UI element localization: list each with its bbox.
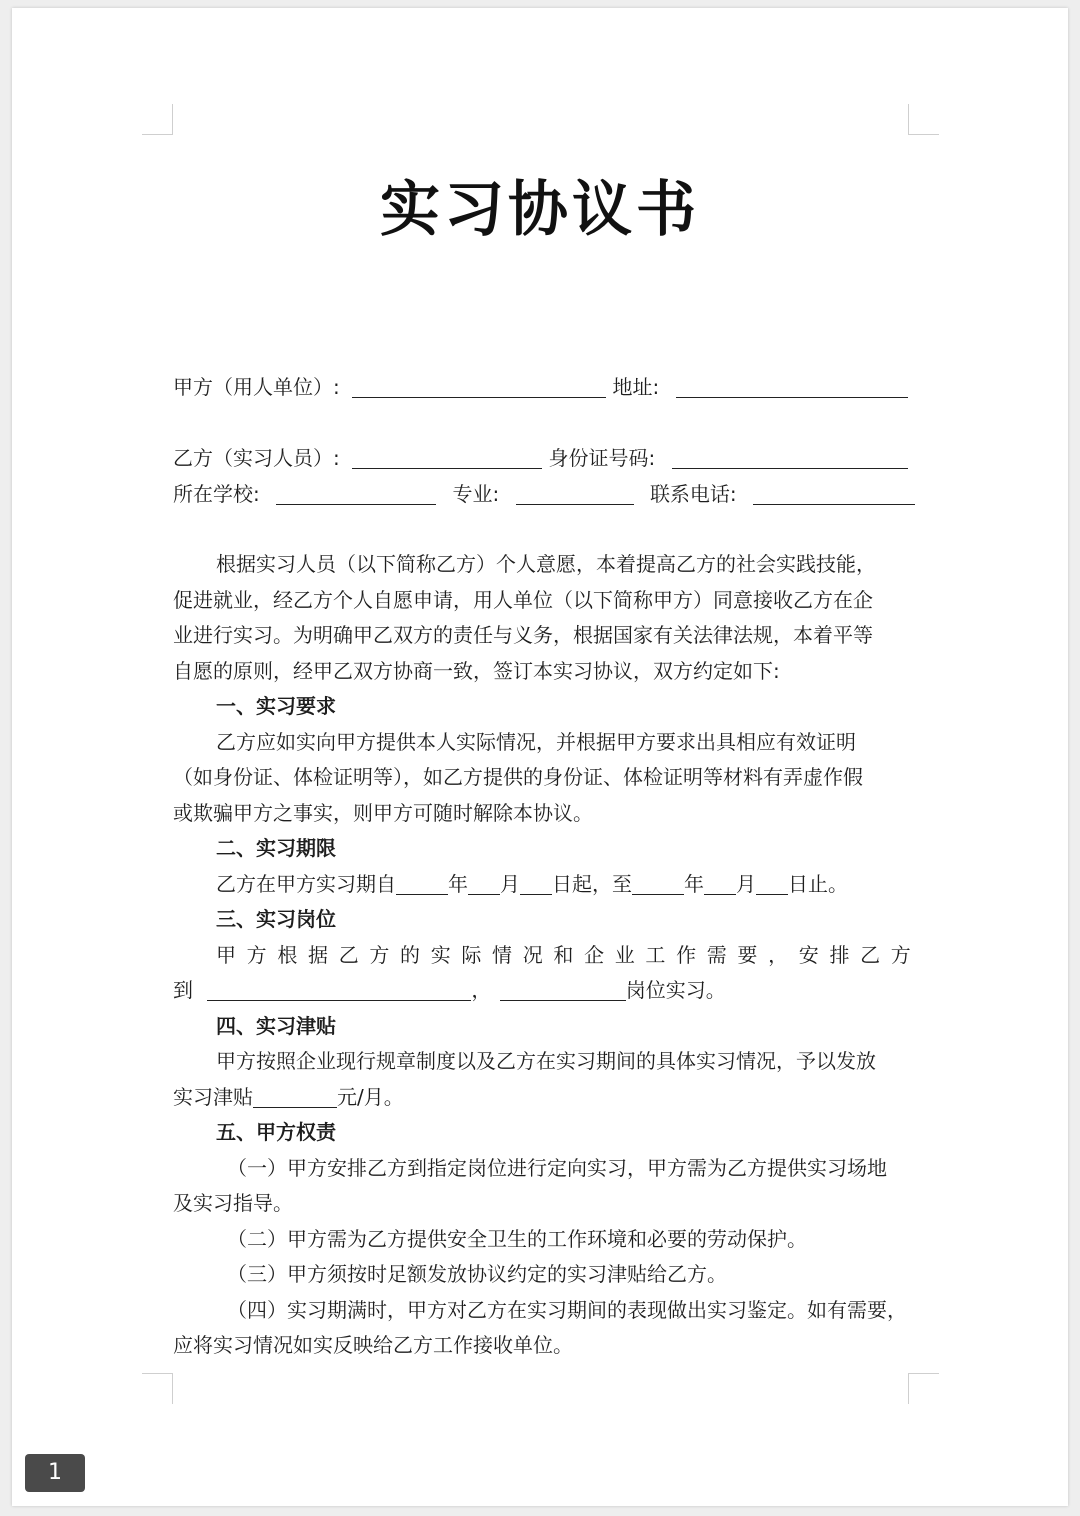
intro-line: 自愿的原则，经甲乙双方协商一致，签订本实习协议，双方约定如下: — [173, 658, 780, 683]
char: 方 — [890, 942, 911, 967]
agreement-body — [173, 547, 911, 1364]
char: 根 — [277, 942, 298, 967]
end-month-blank[interactable] — [704, 870, 736, 895]
intro-line: 根据实习人员（以下简称乙方）个人意愿，本着提高乙方的社会实践技能， — [216, 552, 876, 576]
internship-period-line — [173, 867, 911, 903]
address-blank[interactable] — [676, 373, 908, 398]
char: 甲 — [216, 942, 236, 967]
allowance-lead: 实习津贴 — [173, 1084, 253, 1109]
id-blank[interactable] — [672, 444, 908, 469]
intro-line: 促进就业，经乙方个人自愿申请，用人单位（以下简称甲方）同意接收乙方在企 — [173, 587, 873, 612]
char: 要 — [737, 942, 758, 967]
section-line: （如身份证、体检证明等），如乙方提供的身份证、体检证明等材料有弄虚作假 — [173, 765, 863, 789]
document-title: 实习协议书 — [380, 175, 700, 245]
char: 情 — [492, 942, 513, 967]
crop-mark-top-left — [142, 104, 173, 135]
section-line: 乙方应如实向甲方提供本人实际情况，并根据甲方要求出具相应有效证明 — [216, 729, 856, 754]
start-day-blank[interactable] — [520, 870, 552, 895]
char: 乙 — [338, 942, 359, 967]
char: 的 — [400, 942, 421, 967]
comma-text: ， — [471, 978, 492, 1002]
char: 需 — [706, 942, 727, 967]
party-a-label: 甲方（用人单位）: — [173, 375, 340, 399]
address-label: 地址: — [612, 375, 660, 399]
start-year-blank[interactable] — [396, 870, 448, 895]
party-b-block — [173, 441, 911, 512]
char: 安 — [798, 942, 819, 967]
period-lead: 乙方在甲方实习期自 — [216, 871, 396, 896]
major-blank[interactable] — [516, 480, 634, 505]
phone-blank[interactable] — [753, 480, 915, 505]
char: 际 — [461, 942, 482, 967]
school-label: 所在学校: — [173, 481, 260, 506]
party-b-blank[interactable] — [352, 444, 542, 469]
crop-mark-bottom-left — [142, 1373, 173, 1404]
intro-line: 业进行实习。为明确甲乙双方的责任与义务，根据国家有关法律法规，本着平等 — [173, 623, 873, 647]
char: 方 — [246, 942, 267, 967]
day-from-text: 日起，至 — [552, 871, 632, 896]
section-line: （三）甲方须按时足额发放协议约定的实习津贴给乙方。 — [227, 1262, 727, 1286]
section-line: （四）实习期满时，甲方对乙方在实习期间的表现做出实习鉴定。如有需要， — [227, 1297, 907, 1322]
char: 排 — [829, 942, 850, 967]
justified-post-line — [173, 938, 911, 974]
char: 乙 — [860, 942, 881, 967]
char: 企 — [584, 942, 605, 967]
allowance-line — [173, 1080, 911, 1116]
section-heading: 五、甲方权责 — [216, 1120, 336, 1144]
day-to-text: 日止。 — [788, 871, 848, 896]
crop-mark-top-right — [908, 104, 939, 135]
char: 工 — [645, 942, 666, 967]
char: ， — [768, 942, 789, 967]
major-label: 专业: — [452, 481, 500, 506]
section-heading: 四、实习津贴 — [216, 1013, 336, 1038]
section-line: 或欺骗甲方之事实，则甲方可随时解除本协议。 — [173, 800, 593, 825]
section-line: （一）甲方安排乙方到指定岗位进行定向实习，甲方需为乙方提供实习场地 — [227, 1155, 887, 1180]
allowance-blank[interactable] — [253, 1083, 337, 1108]
id-label: 身份证号码: — [548, 446, 656, 470]
char: 作 — [676, 942, 697, 967]
char: 方 — [369, 942, 390, 967]
phone-label: 联系电话: — [649, 481, 737, 506]
party-a-row — [173, 370, 911, 406]
section-heading: 三、实习岗位 — [216, 907, 336, 931]
start-month-blank[interactable] — [468, 870, 500, 895]
year-text: 年 — [684, 871, 704, 896]
crop-mark-bottom-right — [908, 1373, 939, 1404]
section-line: （二）甲方需为乙方提供安全卫生的工作环境和必要的劳动保护。 — [227, 1226, 807, 1251]
month-text: 月 — [736, 871, 756, 896]
char: 据 — [308, 942, 329, 967]
page-number-badge[interactable]: 1 — [25, 1454, 85, 1492]
party-a-blank[interactable] — [352, 373, 606, 398]
allowance-tail: 元/月。 — [337, 1084, 404, 1109]
month-text: 月 — [500, 871, 520, 896]
section-line: 甲方按照企业现行规章制度以及乙方在实习期间的具体实习情况，予以发放 — [216, 1049, 876, 1073]
to-text: 到 — [173, 978, 193, 1002]
end-day-blank[interactable] — [756, 870, 788, 895]
section-heading: 一、实习要求 — [216, 694, 336, 718]
position-blank[interactable] — [500, 976, 626, 1001]
department-blank[interactable] — [207, 976, 471, 1001]
post-line — [173, 973, 911, 1009]
section-line: 及实习指导。 — [173, 1191, 293, 1215]
char: 和 — [553, 942, 574, 967]
post-text: 岗位实习。 — [625, 978, 726, 1002]
end-year-blank[interactable] — [632, 870, 684, 895]
char: 况 — [522, 942, 543, 967]
year-text: 年 — [448, 871, 468, 896]
school-blank[interactable] — [276, 480, 436, 505]
party-b-label: 乙方（实习人员）: — [173, 446, 340, 470]
char: 业 — [614, 942, 635, 967]
section-line: 应将实习情况如实反映给乙方工作接收单位。 — [173, 1333, 573, 1357]
document-page — [12, 8, 1068, 1506]
char: 实 — [430, 942, 451, 967]
section-heading: 二、实习期限 — [216, 836, 336, 860]
